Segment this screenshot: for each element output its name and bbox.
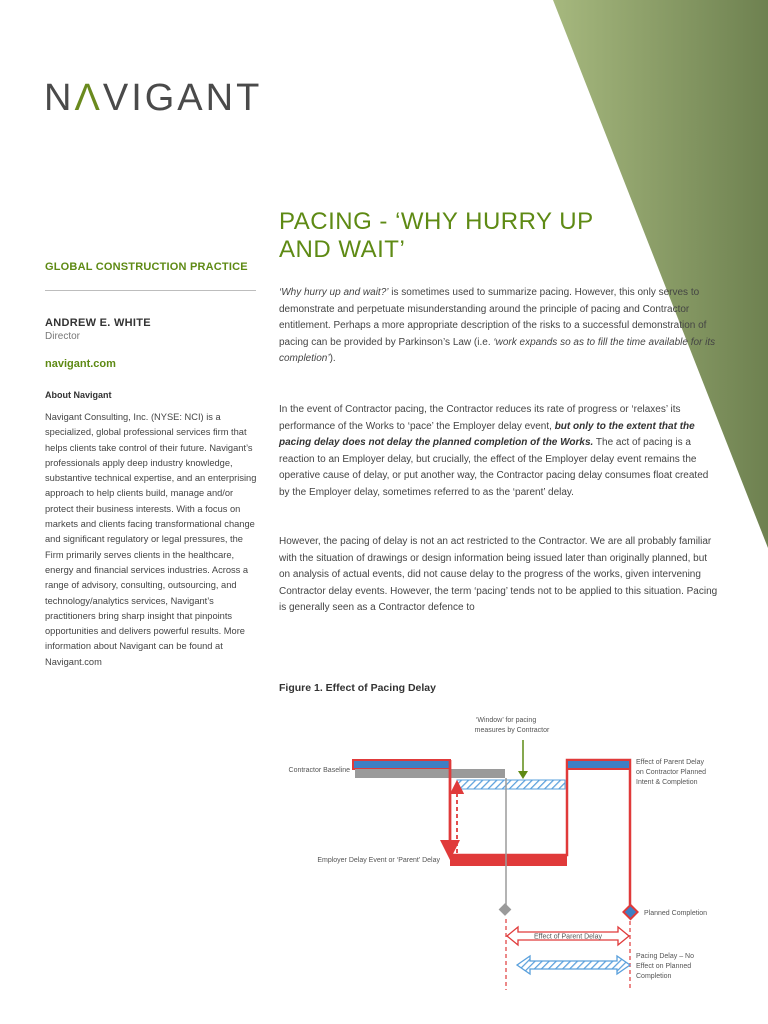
author-role: Director — [45, 331, 81, 342]
article-title: PACING - ‘WHY HURRY UP AND WAIT’ — [279, 208, 594, 263]
p2-end: The act of pacing is a reaction to an Employer delay, but crucially, the effect of the Employer delay event remains the operative cause of delay, or put another way, the Contractor pacing delay consumes float created by the Employer delay, sometimes referred to as the ‘parent’ delay. — [279, 437, 709, 498]
label-window-2: measures by Contractor — [474, 727, 550, 734]
label-pacing-2: Effect on Planned — [636, 963, 692, 970]
original-milestone — [499, 903, 512, 916]
pacing-delay-arrow — [517, 956, 630, 974]
p1-text: is sometimes used to summarize pacing. However, this only serves to demonstrate and perpetuate misunderstanding around the principle of pacing and Contractor entitlement. Perhaps a more appropriate description of the risks to a successful demonstration of pacing can be provided by Parkinson’s Law (i.e. — [279, 287, 707, 348]
parent-delay-bar — [450, 855, 567, 866]
p2-text: In the event of Contractor pacing, the Contractor reduces its rate of progress or ‘relaxes’ its performance of the Works to ‘pace’ the Employer delay event, — [279, 404, 681, 432]
label-planned: Planned Completion — [644, 910, 708, 917]
label-effect-2: on Contractor Planned — [636, 769, 707, 776]
baseline-bar-gray — [355, 769, 505, 778]
pacing-delay-diagram — [260, 705, 730, 1005]
label-pacing-3: Completion — [636, 973, 672, 980]
label-effect-1: Effect of Parent Delay — [636, 759, 704, 766]
paragraph-1 — [279, 285, 719, 368]
p1-end: ). — [329, 353, 336, 365]
baseline-bar-blue — [353, 760, 450, 769]
label-parent: Employer Delay Event or ‘Parent’ Delay — [317, 857, 440, 864]
about-text: Navigant Consulting, Inc. (NYSE: NCI) is a specialized, global professional services firm that helps clients take control of their future. Navigant’s professionals apply deep industry knowledge, substantive technical expertise, and an enterprising approach to help clients build, manage and/or protect their business interests. With a focus on markets and clients facing transformational change and significant regulatory or legal pressures, the Firm primarily serves clients in the healthcare, energy and financial services industries. Across a range of advisory, consulting, outsourcing, and technology/analytics services, Navigant’s practitioners bring sharp insight that pinpoints opportunities and delivers powerful results. More information about Navigant can be found at Navigant.com — [45, 412, 257, 667]
pacing-window-bar — [457, 780, 565, 789]
label-pacing-1: Pacing Delay – No — [636, 953, 694, 960]
paragraph-3 — [279, 534, 719, 617]
website-link[interactable]: navigant.com — [45, 358, 116, 370]
label-window-1: ‘Window’ for pacing — [475, 717, 537, 724]
label-baseline: Contractor Baseline — [288, 767, 350, 774]
window-arrowhead — [518, 771, 528, 779]
p1-italic-quote: ‘work expands so as to fill the time available for its completion’ — [279, 336, 716, 365]
planned-completion-milestone — [623, 905, 637, 919]
divider — [45, 290, 256, 291]
practice-label: GLOBAL CONSTRUCTION PRACTICE — [45, 261, 248, 273]
figure-title: Figure 1. Effect of Pacing Delay — [279, 682, 436, 694]
paragraph-2 — [279, 402, 719, 502]
about-heading: About Navigant — [45, 390, 112, 400]
p2-emphasis: but only to the extent that the pacing delay does not delay the planned completion of the Works. — [279, 420, 695, 449]
p1-italic-lead: ‘Why hurry up and wait?’ — [279, 287, 389, 298]
p3-text: However, the pacing of delay is not an act restricted to the Contractor. We are all probably familiar with the situation of drawings or design information being issued later than originally planned, but on analysis of actual events, did not cause delay to the progress of the works, given intervening Contractor delay events. However, the term ‘pacing’ tends not to be applied to this situation. Pacing is generally seen as a Contractor defence to — [279, 536, 718, 614]
label-effect-3: Intent & Completion — [636, 779, 698, 786]
completion-bar-blue — [567, 760, 630, 769]
label-effect-parent: Effect of Parent Delay — [534, 933, 602, 941]
navigant-logo: NΛVIGANT — [44, 77, 263, 119]
author-name: ANDREW E. WHITE — [45, 317, 151, 329]
